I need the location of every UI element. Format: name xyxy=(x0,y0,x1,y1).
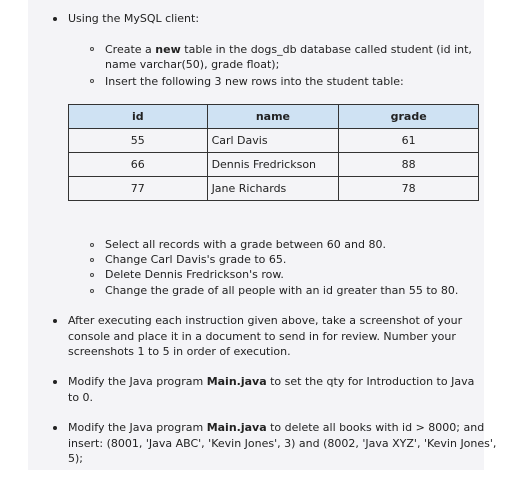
sub-item-delete-dennis: Delete Dennis Fredrickson's row. xyxy=(105,268,284,281)
sub-item-text: Create a xyxy=(105,43,156,56)
bullet-text: to 0. xyxy=(68,391,94,404)
sub-item-text: table in the dogs_db database called student (id int, xyxy=(180,43,472,56)
sub-bullet-circle xyxy=(90,243,94,247)
student-table xyxy=(68,104,479,201)
column-header-id: id xyxy=(69,105,208,129)
bullet-dot xyxy=(53,17,57,21)
sub-item-update-carl: Change Carl Davis's grade to 65. xyxy=(105,253,287,266)
sub-item-create-table xyxy=(105,42,472,58)
bullet-text: After executing each instruction given above, take a screenshot of your xyxy=(68,314,463,327)
table-row xyxy=(69,153,479,177)
bullet-text: Using the MySQL client: xyxy=(68,12,200,25)
table-row xyxy=(69,177,479,201)
column-header-grade: grade xyxy=(339,105,479,129)
sub-item-select: Select all records with a grade between 60 and 80. xyxy=(105,238,386,251)
bullet-dot xyxy=(53,380,57,384)
bullet-text: Modify the Java program xyxy=(68,421,207,434)
bullet-text-modify-qty xyxy=(68,374,474,390)
bullet-text: to delete all books with id > 8000; and xyxy=(266,421,485,434)
sub-bullet-circle xyxy=(90,258,94,262)
bullet-dot xyxy=(53,426,57,430)
bullet-text: console and place it in a document to send in for review. Number your xyxy=(68,330,456,343)
bullet-text: Modify the Java program xyxy=(68,375,207,388)
file-name: Main.java xyxy=(206,421,267,434)
sub-item-insert-rows: Insert the following 3 new rows into the student table: xyxy=(105,75,404,88)
sub-bullet-circle xyxy=(90,273,94,277)
bullet-text-modify-delete xyxy=(68,420,484,436)
cell-grade: 78 xyxy=(339,177,479,201)
bullet-text: screenshots 1 to 5 in order of execution. xyxy=(68,345,291,358)
bullet-text: to set the qty for Introduction to Java xyxy=(266,375,475,388)
sub-bullet-circle xyxy=(90,289,94,293)
sub-bullet-circle xyxy=(90,79,94,83)
bullet-dot xyxy=(53,319,57,323)
cell-id: 66 xyxy=(69,153,208,177)
cell-grade: 61 xyxy=(339,129,479,153)
table-row xyxy=(69,129,479,153)
file-name: Main.java xyxy=(206,375,267,388)
cell-grade: 88 xyxy=(339,153,479,177)
table-header-row xyxy=(69,105,479,129)
cell-id: 77 xyxy=(69,177,208,201)
sub-item-create-table-line2: name varchar(50), grade float); xyxy=(105,58,280,71)
sub-item-update-grades: Change the grade of all people with an id greater than 55 to 80. xyxy=(105,284,459,297)
sub-bullet-circle xyxy=(90,47,94,51)
bullet-text: insert: (8001, 'Java ABC', 'Kevin Jones', 3) and (8002, 'Java XYZ', 'Kevin Jones', xyxy=(68,437,497,450)
cell-name: Jane Richards xyxy=(207,177,339,201)
bullet-text: 5); xyxy=(68,452,83,465)
cell-name: Dennis Fredrickson xyxy=(207,153,339,177)
cell-name: Carl Davis xyxy=(207,129,339,153)
column-header-name: name xyxy=(207,105,339,129)
cell-id: 55 xyxy=(69,129,208,153)
sub-item-bold: new xyxy=(155,43,181,56)
